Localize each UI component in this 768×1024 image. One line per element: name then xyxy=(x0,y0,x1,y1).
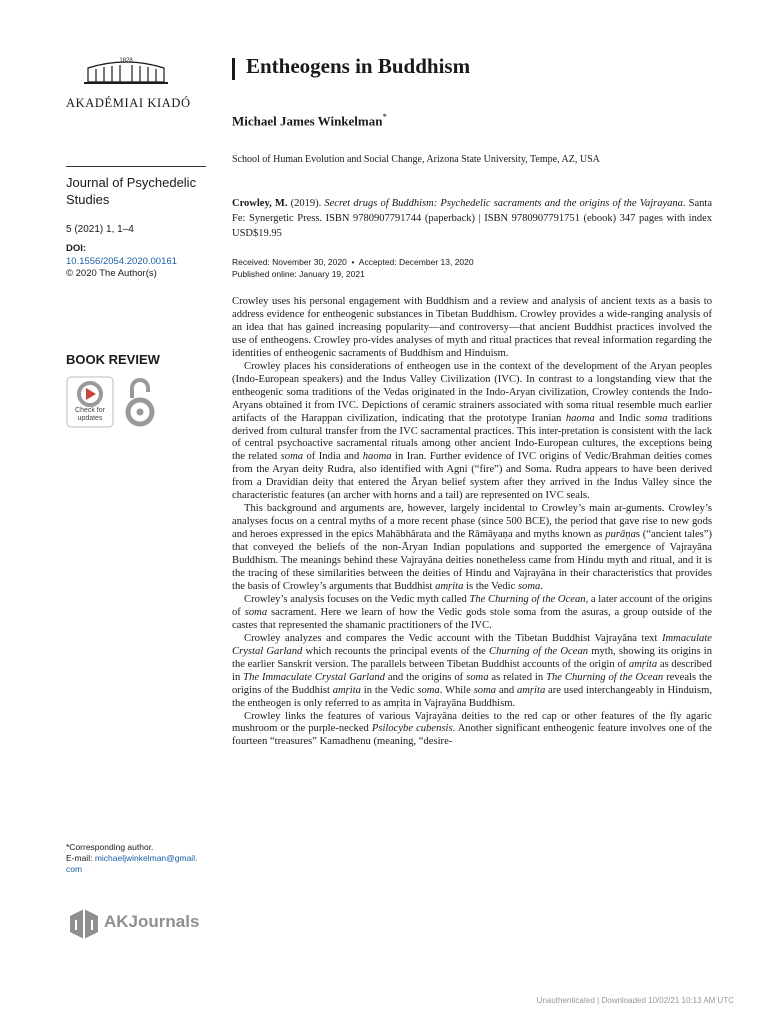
section-label: BOOK REVIEW xyxy=(66,352,160,367)
affiliation: School of Human Evolution and Social Change, Arizona State University, Tempe, AZ, USA xyxy=(232,154,600,165)
akjournals-text: AKJournals xyxy=(104,912,200,931)
article-body xyxy=(232,296,712,749)
doi-link[interactable]: 10.1556/2054.2020.00161 xyxy=(66,256,177,267)
paragraph: Crowley’s analysis focuses on the Vedic myth called The Churning of the Ocean, a later account of the origins of soma sacrament. Here we learn of how the Vedic gods stole soma from the asuras, a group outside of the castes that represented the shamanic practitioners of the IVC. xyxy=(232,593,713,631)
check-updates-label: Check for updates xyxy=(75,407,105,422)
paragraph: Crowley analyzes and compares the Vedic account with the Tibetan Buddhist Vajrayāna text Immaculate Crystal Garland which recounts the principal events of the Churning of the Ocean myth, showing its origins in the earlier Sanskrit version. The parallels between Tibetan Buddhist accounts of the origin of amṛita as described in The Immaculate Crystal Garland and the origins of soma as related in The Churning of the Ocean reveals the origins of the Buddhist amṛita in the Vedic soma. While soma and amṛita are used interchangeably in Hinduism, the entheogen is only referred to as amṛita in Vajrayāna Buddhism. xyxy=(232,632,713,709)
title-accent-bar xyxy=(232,58,235,80)
check-for-updates-badge[interactable] xyxy=(66,376,114,428)
copyright: © 2020 The Author(s) xyxy=(66,268,157,279)
accepted-date: Accepted: December 13, 2020 xyxy=(358,257,474,267)
citation-author: Crowley, M. xyxy=(232,198,288,209)
sidebar-divider xyxy=(66,166,206,167)
author-name: Michael James Winkelman xyxy=(232,113,383,129)
email-label: E-mail: xyxy=(66,853,95,863)
akjournals-icon xyxy=(66,906,102,942)
author xyxy=(232,112,387,129)
download-footer: Unauthenticated | Downloaded 10/02/21 10:13 AM UTC xyxy=(536,996,734,1005)
email-link-end[interactable]: com xyxy=(66,864,83,874)
citation-book-title: Secret drugs of Buddhism: Psychedelic sacraments and the origins of the Vajrayana xyxy=(324,198,683,209)
author-marker: * xyxy=(382,112,387,122)
received-date: Received: November 30, 2020 xyxy=(232,257,347,267)
corresponding-author xyxy=(66,842,216,875)
doi-label: DOI: xyxy=(66,243,87,254)
journal-title: Journal of Psychedelic Studies xyxy=(66,175,197,207)
publisher-name: AKADÉMIAI KIADÓ xyxy=(66,96,191,110)
paragraph: Crowley uses his personal engagement with Buddhism and a review and analysis of ancient texts as a basis to address evidence for entheogenic substances in Tibetan Buddhism. Crowley provides a wide-ranging analysis of an idea that has gained increasing popularity—and controversy—that ancient Buddhist practices involved the use of entheogens. Crowley pro-vides analyses of myth and ritual practices that reveal information regarding the identities of entheogenic sacraments of Buddhism and Hinduism. xyxy=(232,296,712,359)
citation-year: (2019). xyxy=(287,198,325,209)
paragraph: Crowley places his considerations of entheogen use in the context of the development of the Aryan peoples (Indo-European speakers) and the Indus Valley Civilization (IVC). In contrast to a longstanding view that the entheogenic soma traditions of the Vedas originated in the Indo-Aryan civilization, Crowley contends the Indo-Aryans obtained it from IVC. Depictions of ceramic strainers associated with soma ritual resemble much earlier artifacts of the Harappan civilization, indicating that the prototype Iranian haoma and Indic soma traditions derived from cultural transfer from the IVC sacramental practices. This inter-pretation is consistent with the lack of central psychoactive sacramental rituals among other ancient Indo-European cultures, the exceptions being the related soma of India and haoma in Iran. Further evidence of IVC origins of Vedic/Brahman deities comes from the Aryan deity Rudra, also identified with Agni (“fire”) and Soma. Rudra appears to have been derived from a Dravidian deity that entered the Āryan belief system after they arrived in the Indus Valley since the characteristic features (an archer with horns and a tail) are represented on IVC seals. xyxy=(232,360,712,502)
book-citation xyxy=(232,196,712,241)
paragraph: Crowley links the features of various Vajrayāna deities to the red cap or other features of the fly agaric mushroom or the purple-necked Psilocybe cubensis. Another significant entheogenic feature involves one of the fourteen “treasures” Kamadhenu (meaning, “desire- xyxy=(232,710,712,748)
published-date: Published online: January 19, 2021 xyxy=(232,269,365,279)
citation-details: . Santa Fe: Synergetic Press. ISBN 9780907791744 (paperback) | ISBN 9780907791751 (ebook) 347 pages with index USD$19.95 xyxy=(232,198,713,239)
article-title: Entheogens in Buddhism xyxy=(246,54,471,78)
email-link[interactable]: michaeljwinkelman@gmail. xyxy=(94,853,198,863)
open-access-icon xyxy=(122,376,158,430)
issue-info: 5 (2021) 1, 1–4 xyxy=(66,224,134,235)
akademiai-kiado-logo xyxy=(66,56,186,86)
article-dates: Received: November 30, 2020 • Accepted: December 13, 2020 Published online: January 19, 2021 xyxy=(232,257,474,279)
paragraph: This background and arguments are, however, largely incidental to Crowley’s main ar-guments. Crowley’s analyses focus on a central myths of a more recent phase (since 500 BCE), the period that gave rise to new gods and heroes expressed in the epics Mahābhārata and the Rāmāyaṇa and myths known as purāṇas (“ancient tales”) that conveyed the beliefs of the non-Āryan Indian populations and supported the emergence of Vajrayāna Buddhism. The meanings behind these Vajrayāna deities nonetheless came from Hindu myth and ritual, and it is the tracing of these similarities between the deities of Hindu and Vajrayāna in their characteristics that provides the basis of Crowley’s arguments that Buddhist amṛita is the Vedic soma. xyxy=(232,503,712,592)
corresponding-label: *Corresponding author. xyxy=(66,842,154,852)
akjournals-logo xyxy=(66,906,206,942)
logo-year: 1828 xyxy=(119,58,133,64)
